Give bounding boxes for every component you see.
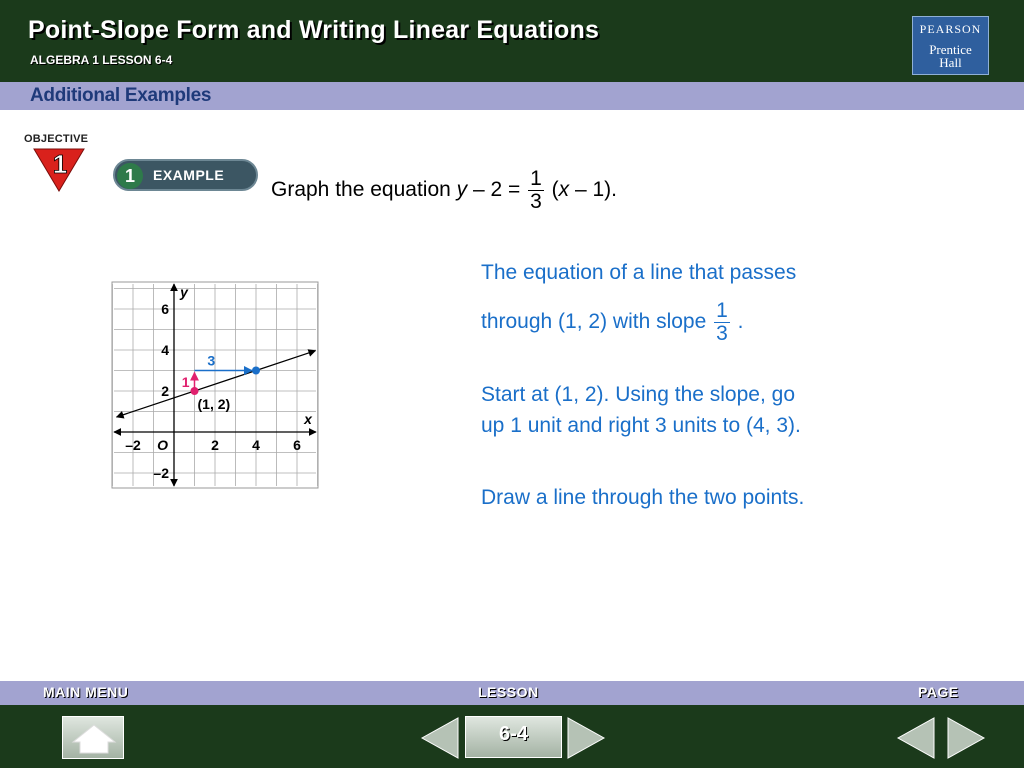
logo-brand: PEARSON: [919, 22, 982, 36]
eq-tail: – 1).: [569, 178, 617, 202]
x-tick-label: 2: [211, 437, 219, 453]
logo-line2: Hall: [939, 55, 962, 70]
run-label: 3: [207, 352, 216, 369]
objective-badge: [24, 133, 94, 193]
section-bar: [0, 82, 1024, 110]
footer-label-bar: [0, 681, 1024, 705]
eq-y: y: [456, 178, 468, 202]
rise-label: 1: [181, 373, 190, 390]
x-tick-label: 6: [293, 437, 301, 453]
objective-triangle-icon: [24, 133, 94, 193]
eq-x: x: [558, 178, 570, 202]
example-prompt: [271, 168, 617, 213]
lesson-subtitle: ALGEBRA 1 LESSON 6-4: [30, 53, 173, 67]
page-prev-button[interactable]: [896, 716, 936, 760]
y-tick-label: 6: [161, 301, 169, 317]
eq-frac-den: 3: [530, 190, 542, 213]
explanation-line-4: up 1 unit and right 3 units to (4, 3).: [481, 414, 801, 437]
eq-frac-num: 1: [530, 167, 542, 190]
eq-open: (: [545, 178, 559, 202]
arrow-right-icon: [948, 718, 984, 758]
explanation-line-2: [481, 300, 743, 345]
logo-line1: Prentice: [929, 42, 972, 57]
point-label: (1, 2): [197, 396, 231, 412]
x-axis-label: x: [304, 411, 312, 427]
start-point: [191, 387, 199, 395]
explanation-line-2-tail: .: [731, 310, 744, 334]
y-tick-label: 4: [161, 342, 169, 358]
lesson-prev-button[interactable]: [420, 716, 460, 760]
prompt-lead: Graph the equation: [271, 178, 457, 202]
explanation-line-2-lead: through (1, 2) with slope: [481, 310, 713, 334]
y-tick-label: 2: [161, 383, 169, 399]
section-label: Additional Examples: [30, 85, 212, 106]
home-icon: [63, 717, 125, 760]
page-next-button[interactable]: [946, 716, 986, 760]
x-tick-label: –2: [125, 437, 141, 453]
page-label: PAGE: [918, 684, 959, 700]
lesson-label: LESSON: [478, 684, 539, 700]
arrow-left-icon: [422, 718, 458, 758]
explanation-line-3: Start at (1, 2). Using the slope, go: [481, 383, 795, 406]
explanation-line-1: The equation of a line that passes: [481, 261, 797, 284]
eq-mid: – 2 =: [467, 178, 527, 202]
origin-label: O: [157, 437, 168, 453]
coordinate-graph: [100, 275, 330, 495]
explanation-line-5: Draw a line through the two points.: [481, 486, 805, 509]
publisher-logo: [912, 16, 989, 75]
lesson-next-button[interactable]: [566, 716, 606, 760]
slope-frac-num: 1: [716, 299, 728, 322]
eq-fraction: [528, 168, 544, 213]
y-axis-label: y: [180, 284, 188, 300]
objective-label: OBJECTIVE: [24, 133, 89, 145]
y-tick-label: –2: [153, 465, 169, 481]
objective-number: 1: [52, 149, 68, 179]
slide-title: Point-Slope Form and Writing Linear Equations: [28, 16, 600, 44]
x-tick-label: 4: [252, 437, 260, 453]
example-number: 1: [117, 163, 143, 189]
lesson-number-button[interactable]: [465, 716, 562, 758]
lesson-number: 6-4: [499, 723, 528, 745]
end-point: [252, 367, 260, 375]
example-word: EXAMPLE: [153, 167, 225, 183]
example-badge: [113, 159, 258, 191]
main-menu-label: MAIN MENU: [43, 684, 129, 700]
header-bar: [0, 0, 1024, 82]
arrow-right-icon: [568, 718, 604, 758]
slope-fraction: [714, 300, 730, 345]
arrow-left-icon: [898, 718, 934, 758]
slope-frac-den: 3: [716, 322, 728, 345]
main-menu-button[interactable]: [62, 716, 124, 759]
